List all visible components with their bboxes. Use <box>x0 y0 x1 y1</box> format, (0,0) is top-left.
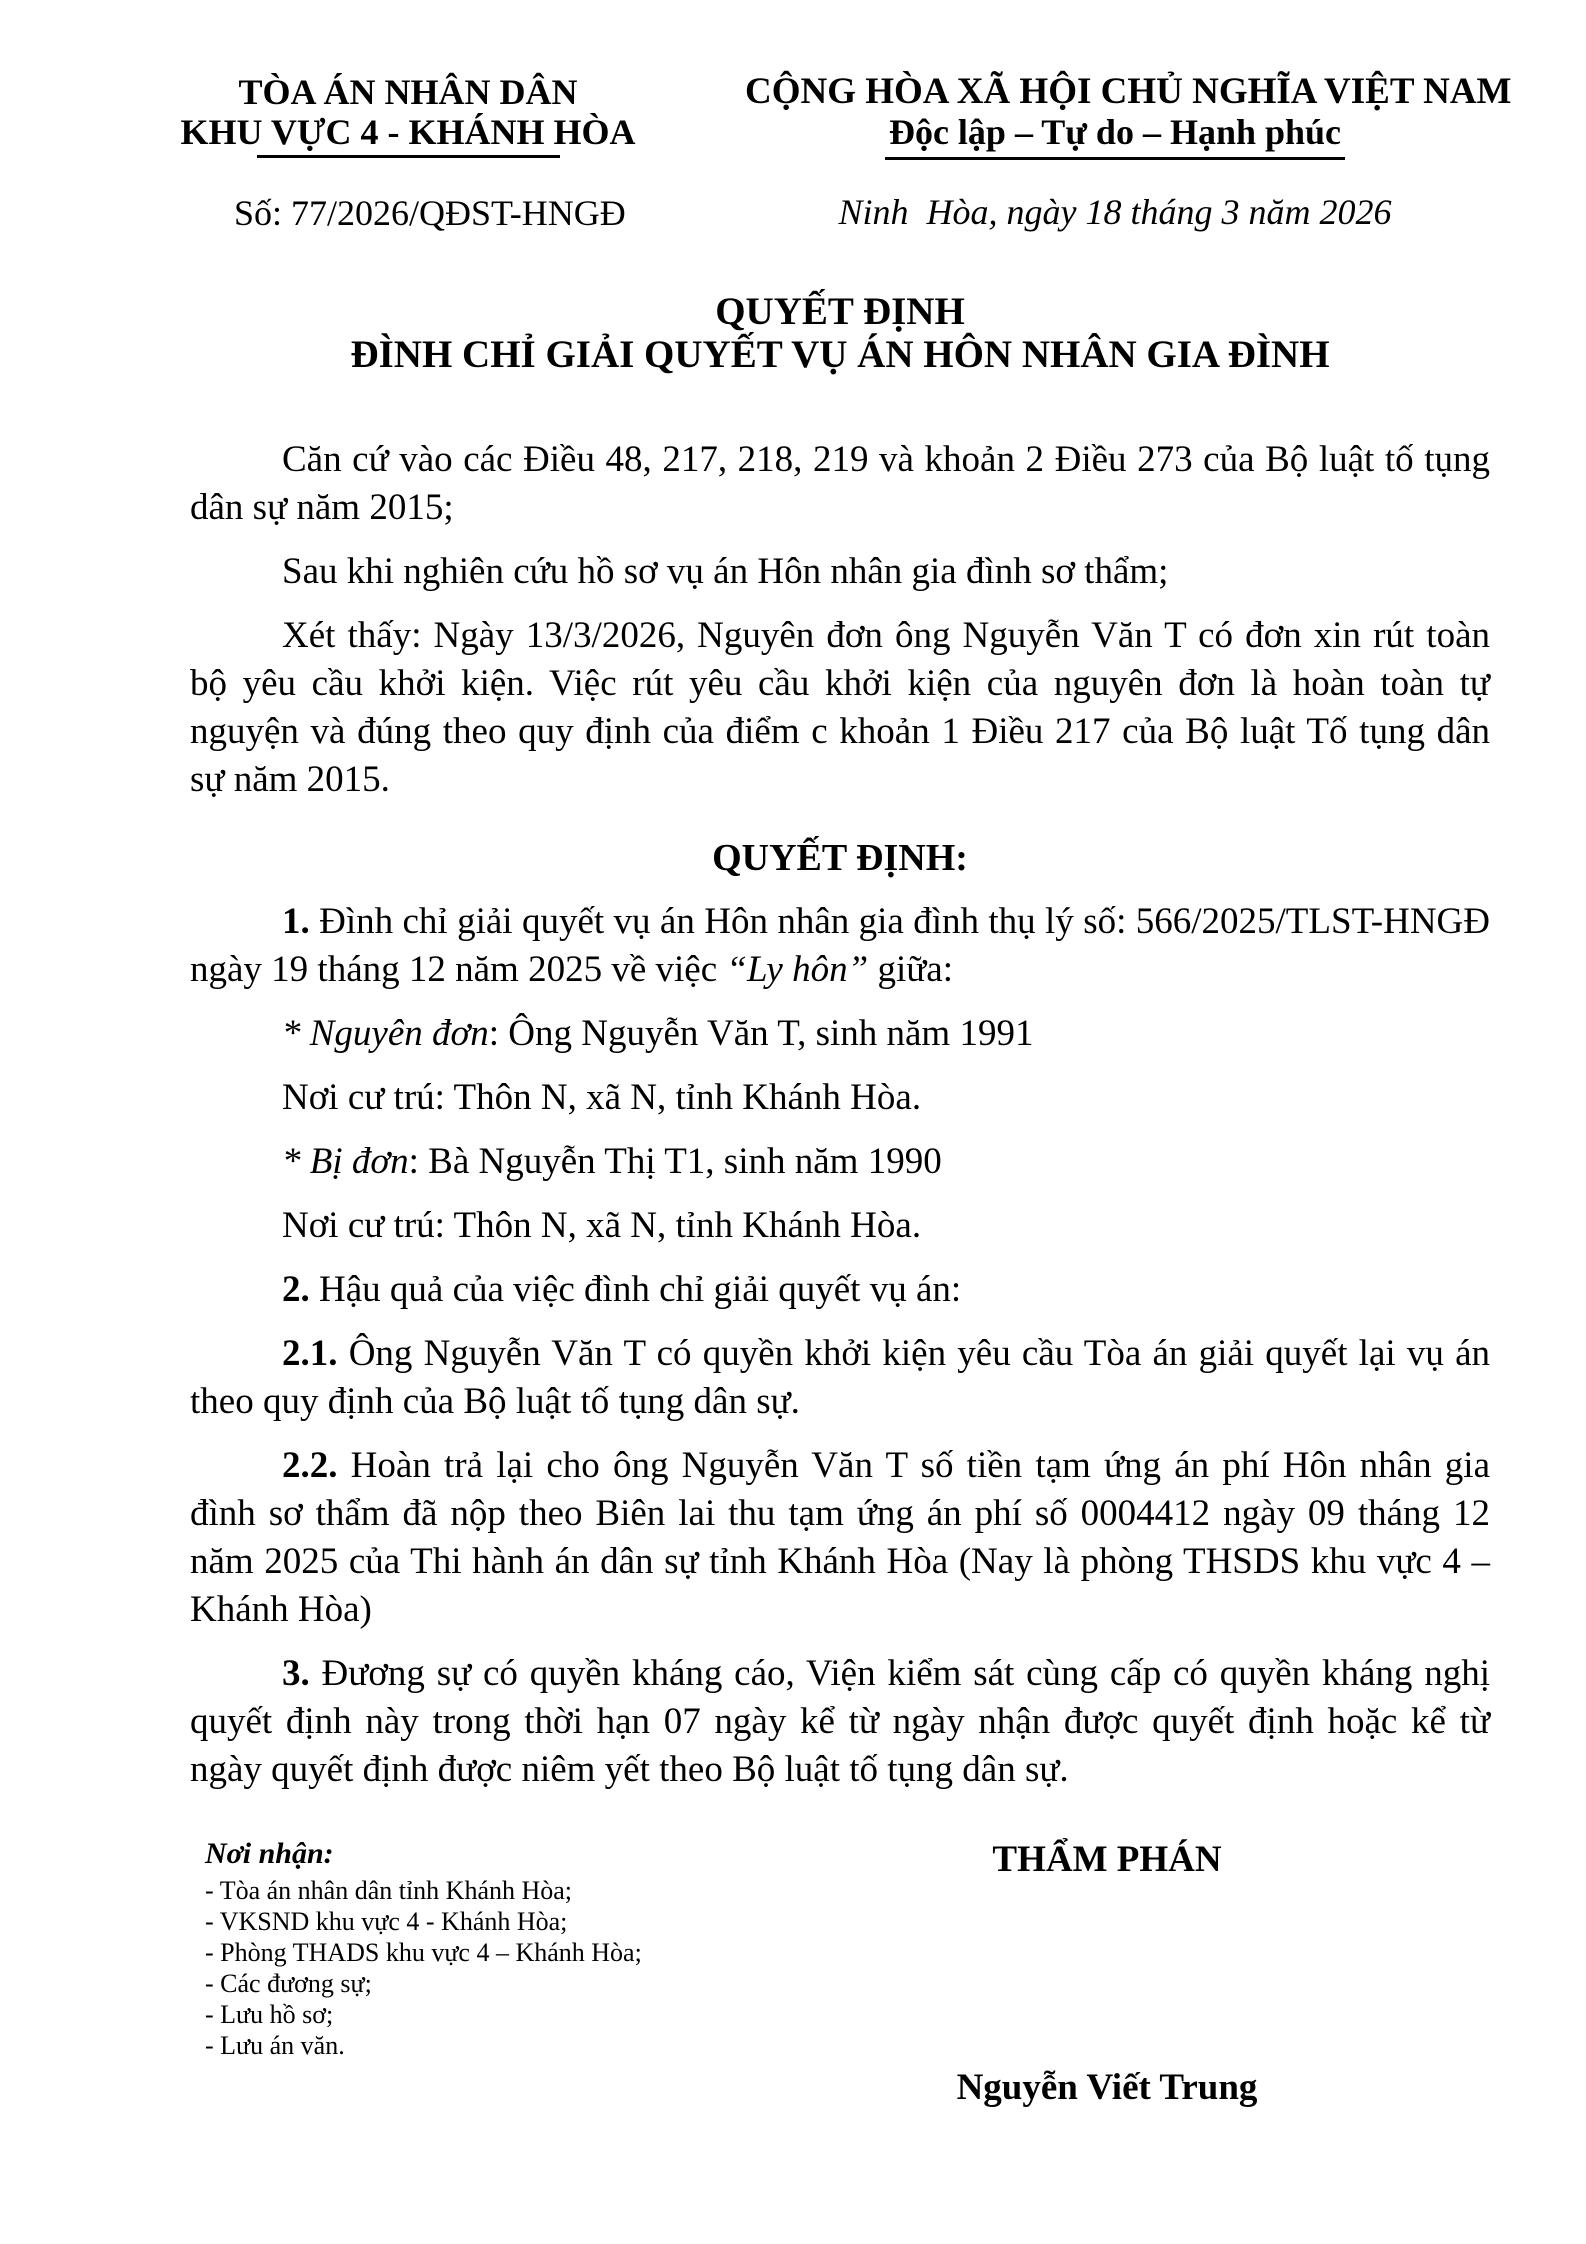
signature-block <box>795 1836 1419 2112</box>
document-title <box>190 290 1490 376</box>
decision-item-2: 2. Hậu quả của việc đình chỉ giải quyết vụ án: <box>282 1269 962 1310</box>
recipient-item: - Phòng THADS khu vực 4 – Khánh Hòa; <box>205 1938 642 1967</box>
national-header-block <box>745 71 1512 160</box>
defendant-residence: Nơi cư trú: Thôn N, xã N, tỉnh Khánh Hòa. <box>282 1205 922 1246</box>
court-name-line1: TÒA ÁN NHÂN DÂN <box>238 72 578 112</box>
recipient-item: - Tòa án nhân dân tỉnh Khánh Hòa; <box>205 1876 573 1905</box>
plaintiff-residence: Nơi cư trú: Thôn N, xã N, tỉnh Khánh Hòa. <box>282 1077 922 1118</box>
recipients-list <box>205 1875 765 2061</box>
republic-name: CỘNG HÒA XÃ HỘI CHỦ NGHĨA VIỆT NAM <box>745 71 1512 112</box>
recipient-item: - Lưu án văn. <box>205 2031 345 2060</box>
preamble-case-review: Sau khi nghiên cứu hồ sơ vụ án Hôn nhân gia đình sơ thẩm; <box>282 551 1169 592</box>
document-body <box>190 436 1490 1794</box>
title-line1: QUYẾT ĐỊNH <box>715 290 965 333</box>
recipient-item: - Các đương sự; <box>205 1969 372 1998</box>
plaintiff-line: * Nguyên đơn: Ông Nguyễn Văn T, sinh năm 1991 <box>282 1013 1034 1054</box>
signer-title: THẨM PHÁN <box>992 1839 1222 1880</box>
recipients-block <box>205 1836 765 2112</box>
title-line2: ĐÌNH CHỈ GIẢI QUYẾT VỤ ÁN HÔN NHÂN GIA ĐÌNH <box>350 333 1330 376</box>
document-number: Số: 77/2026/QĐST-HNGĐ <box>234 193 626 233</box>
preamble-findings: Xét thấy: Ngày 13/3/2026, Nguyên đơn ông Nguyễn Văn T có đơn xin rút toàn bộ yêu cầu khởi kiện. Việc rút yêu cầu khởi kiện của nguyên đơn là hoàn toàn tự nguyện và đúng theo quy định của điểm c khoản 1 Điều 217 của Bộ luật Tố tụng dân sự năm 2015. <box>190 615 1490 800</box>
court-name-line2: KHU VỰC 4 - KHÁNH HÒA <box>180 112 636 152</box>
recipient-item: - VKSND khu vực 4 - Khánh Hòa; <box>205 1907 568 1936</box>
recipient-item: - Lưu hồ sơ; <box>205 2000 334 2029</box>
court-header-rule <box>257 155 560 158</box>
decision-item-1: 1. Đình chỉ giải quyết vụ án Hôn nhân gia đình thụ lý số: 566/2025/TLST-HNGĐ ngày 19 tháng 12 năm 2025 về việc “Ly hôn” giữa: <box>190 901 1490 990</box>
decision-item-2-2: 2.2. Hoàn trả lại cho ông Nguyễn Văn T số tiền tạm ứng án phí Hôn nhân gia đình sơ thẩm đã nộp theo Biên lai thu tạm ứng án phí số 0004412 ngày 09 tháng 12 năm 2025 của Thi hành án dân sự tỉnh Khánh Hòa (Nay là phòng THSDS khu vực 4 – Khánh Hòa) <box>190 1445 1490 1630</box>
defendant-line: * Bị đơn: Bà Nguyễn Thị T1, sinh năm 1990 <box>282 1141 942 1182</box>
preamble-legal-basis: Căn cứ vào các Điều 48, 217, 218, 219 và khoản 2 Điều 273 của Bộ luật tố tụng dân sự năm 2015; <box>190 439 1490 528</box>
decision-heading: QUYẾT ĐỊNH: <box>712 837 968 879</box>
place-and-date: Ninh Hòa, ngày 18 tháng 3 năm 2026 <box>838 192 1392 232</box>
recipients-title: Nơi nhận: <box>205 1837 334 1870</box>
document-footer <box>0 1836 1586 2112</box>
decision-item-2-1: 2.1. Ông Nguyễn Văn T có quyền khởi kiện yêu cầu Tòa án giải quyết lại vụ án theo quy định của Bộ luật tố tụng dân sự. <box>190 1333 1490 1422</box>
national-motto: Độc lập – Tự do – Hạnh phúc <box>885 112 1345 160</box>
signer-name: Nguyễn Viết Trung <box>956 2067 1258 2108</box>
decision-item-3: 3. Đương sự có quyền kháng cáo, Viện kiểm sát cùng cấp có quyền kháng nghị quyết định này trong thời hạn 07 ngày kể từ ngày nhận được quyết định hoặc kể từ ngày quyết định được niêm yết theo Bộ luật tố tụng dân sự. <box>190 1653 1490 1790</box>
court-header-block <box>118 72 698 158</box>
